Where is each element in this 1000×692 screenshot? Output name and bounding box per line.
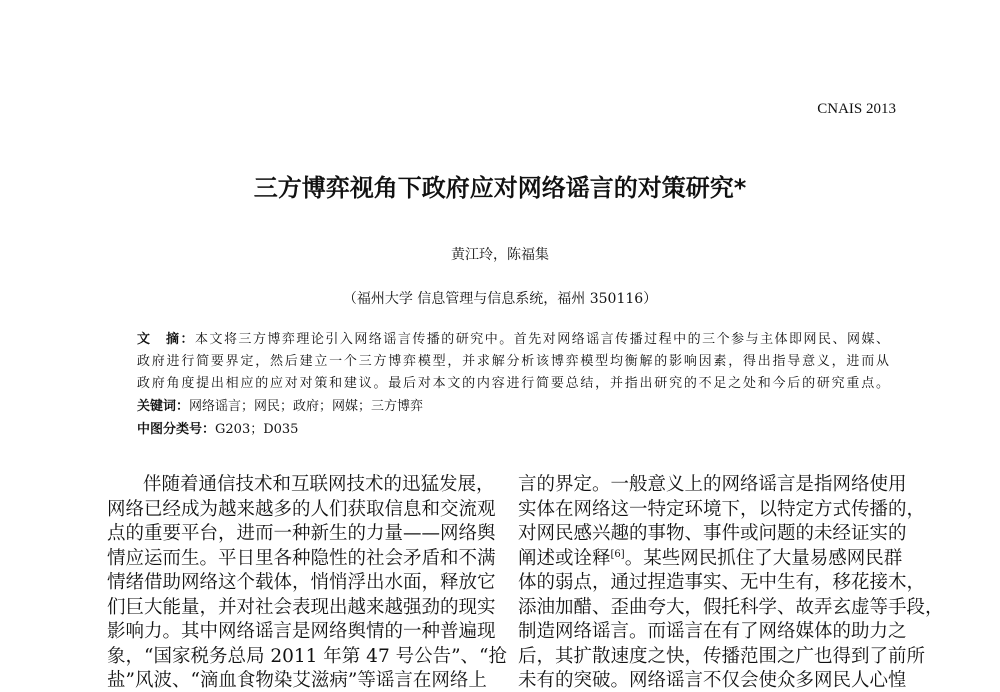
right-column-line: 制造网络谣言。而谣言在有了网络媒体的助力之 [518,621,907,642]
left-column-line: 伴随着通信技术和互联网技术的迅猛发展， [143,474,495,495]
left-column-line: 们巨大能量，并对社会表现出越来越强劲的现实 [107,596,496,618]
right-column-line: 实体在网络这一特定环境下，以特定方式传播的， [518,498,926,520]
line-text: 阐述或诠释 [518,547,611,569]
classification-label: 中图分类号： [137,422,216,437]
abstract-line [137,328,889,347]
left-column-line: 情绪借助网络这个载体，悄悄浮出水面，释放它 [107,572,496,593]
abstract-text: 本文将三方博弈理论引入网络谣言传播的研究中。首先对网络谣言传播过程中的三个参与主体即网民、网媒、 [194,332,889,347]
keywords-label: 关键词： [137,399,190,414]
classification [137,418,298,437]
abstract-line: 政府角度提出相应的应对对策和建议。最后对本文的内容进行简要总结，并指出研究的不足之处和今后的研究重点。 [137,376,889,391]
left-column-line: 情应运而生。平日里各种隐性的社会矛盾和不满 [107,547,496,569]
right-column-line: 后，其扩散速度之快，传播范围之广也得到了前所 [518,645,926,667]
left-column-line: 点的重要平台，进而一种新生的力量——网络舆 [107,523,496,544]
right-column-line [518,544,903,570]
abstract-line: 政府进行简要界定，然后建立一个三方博弈模型，并求解分析该博弈模型均衡解的影响因素，得出指导意义，进而从 [137,354,889,369]
conference-label: CNAIS 2013 [817,101,896,117]
right-column-line: 未有的突破。网络谣言不仅会使众多网民人心惶 [518,670,907,691]
left-column-line: 盐”风波、“滴血食物染艾滋病”等谣言在网络上 [107,670,487,691]
classification-text: G203；D035 [215,422,299,437]
left-column-line: 影响力。其中网络谣言是网络舆情的一种普遍现 [107,621,496,642]
left-column-line: 网络已经成为越来越多的人们获取信息和交流观 [107,498,496,520]
right-column-line: 体的弱点，通过捏造事实、无中生有，移花接木， [518,572,926,593]
right-column-line: 言的界定。一般意义上的网络谣言是指网络使用 [518,474,907,495]
paper-title: 三方博弈视角下政府应对网络谣言的对策研究* [253,174,747,202]
right-column-line: 对网民感兴趣的事物、事件或问题的未经证实的 [518,523,907,544]
authors: 黄江玲，陈福集 [451,247,549,263]
right-column-line: 添油加醋、歪曲夸大，假托科学、故弄玄虚等手段， [518,596,944,618]
citation-ref[interactable]: [6] [610,548,625,560]
keywords [137,395,423,414]
abstract-label: 文 摘： [137,332,195,347]
keywords-text: 网络谣言；网民；政府；网媒；三方博弈 [189,399,424,414]
line-text: 。某些网民抓住了大量易感网民群 [624,547,903,569]
affiliation: （福州大学 信息管理与信息系统，福州 350116） [342,291,658,307]
left-column-line: 象，“国家税务总局 2011 年第 47 号公告”、“抢 [107,645,508,667]
